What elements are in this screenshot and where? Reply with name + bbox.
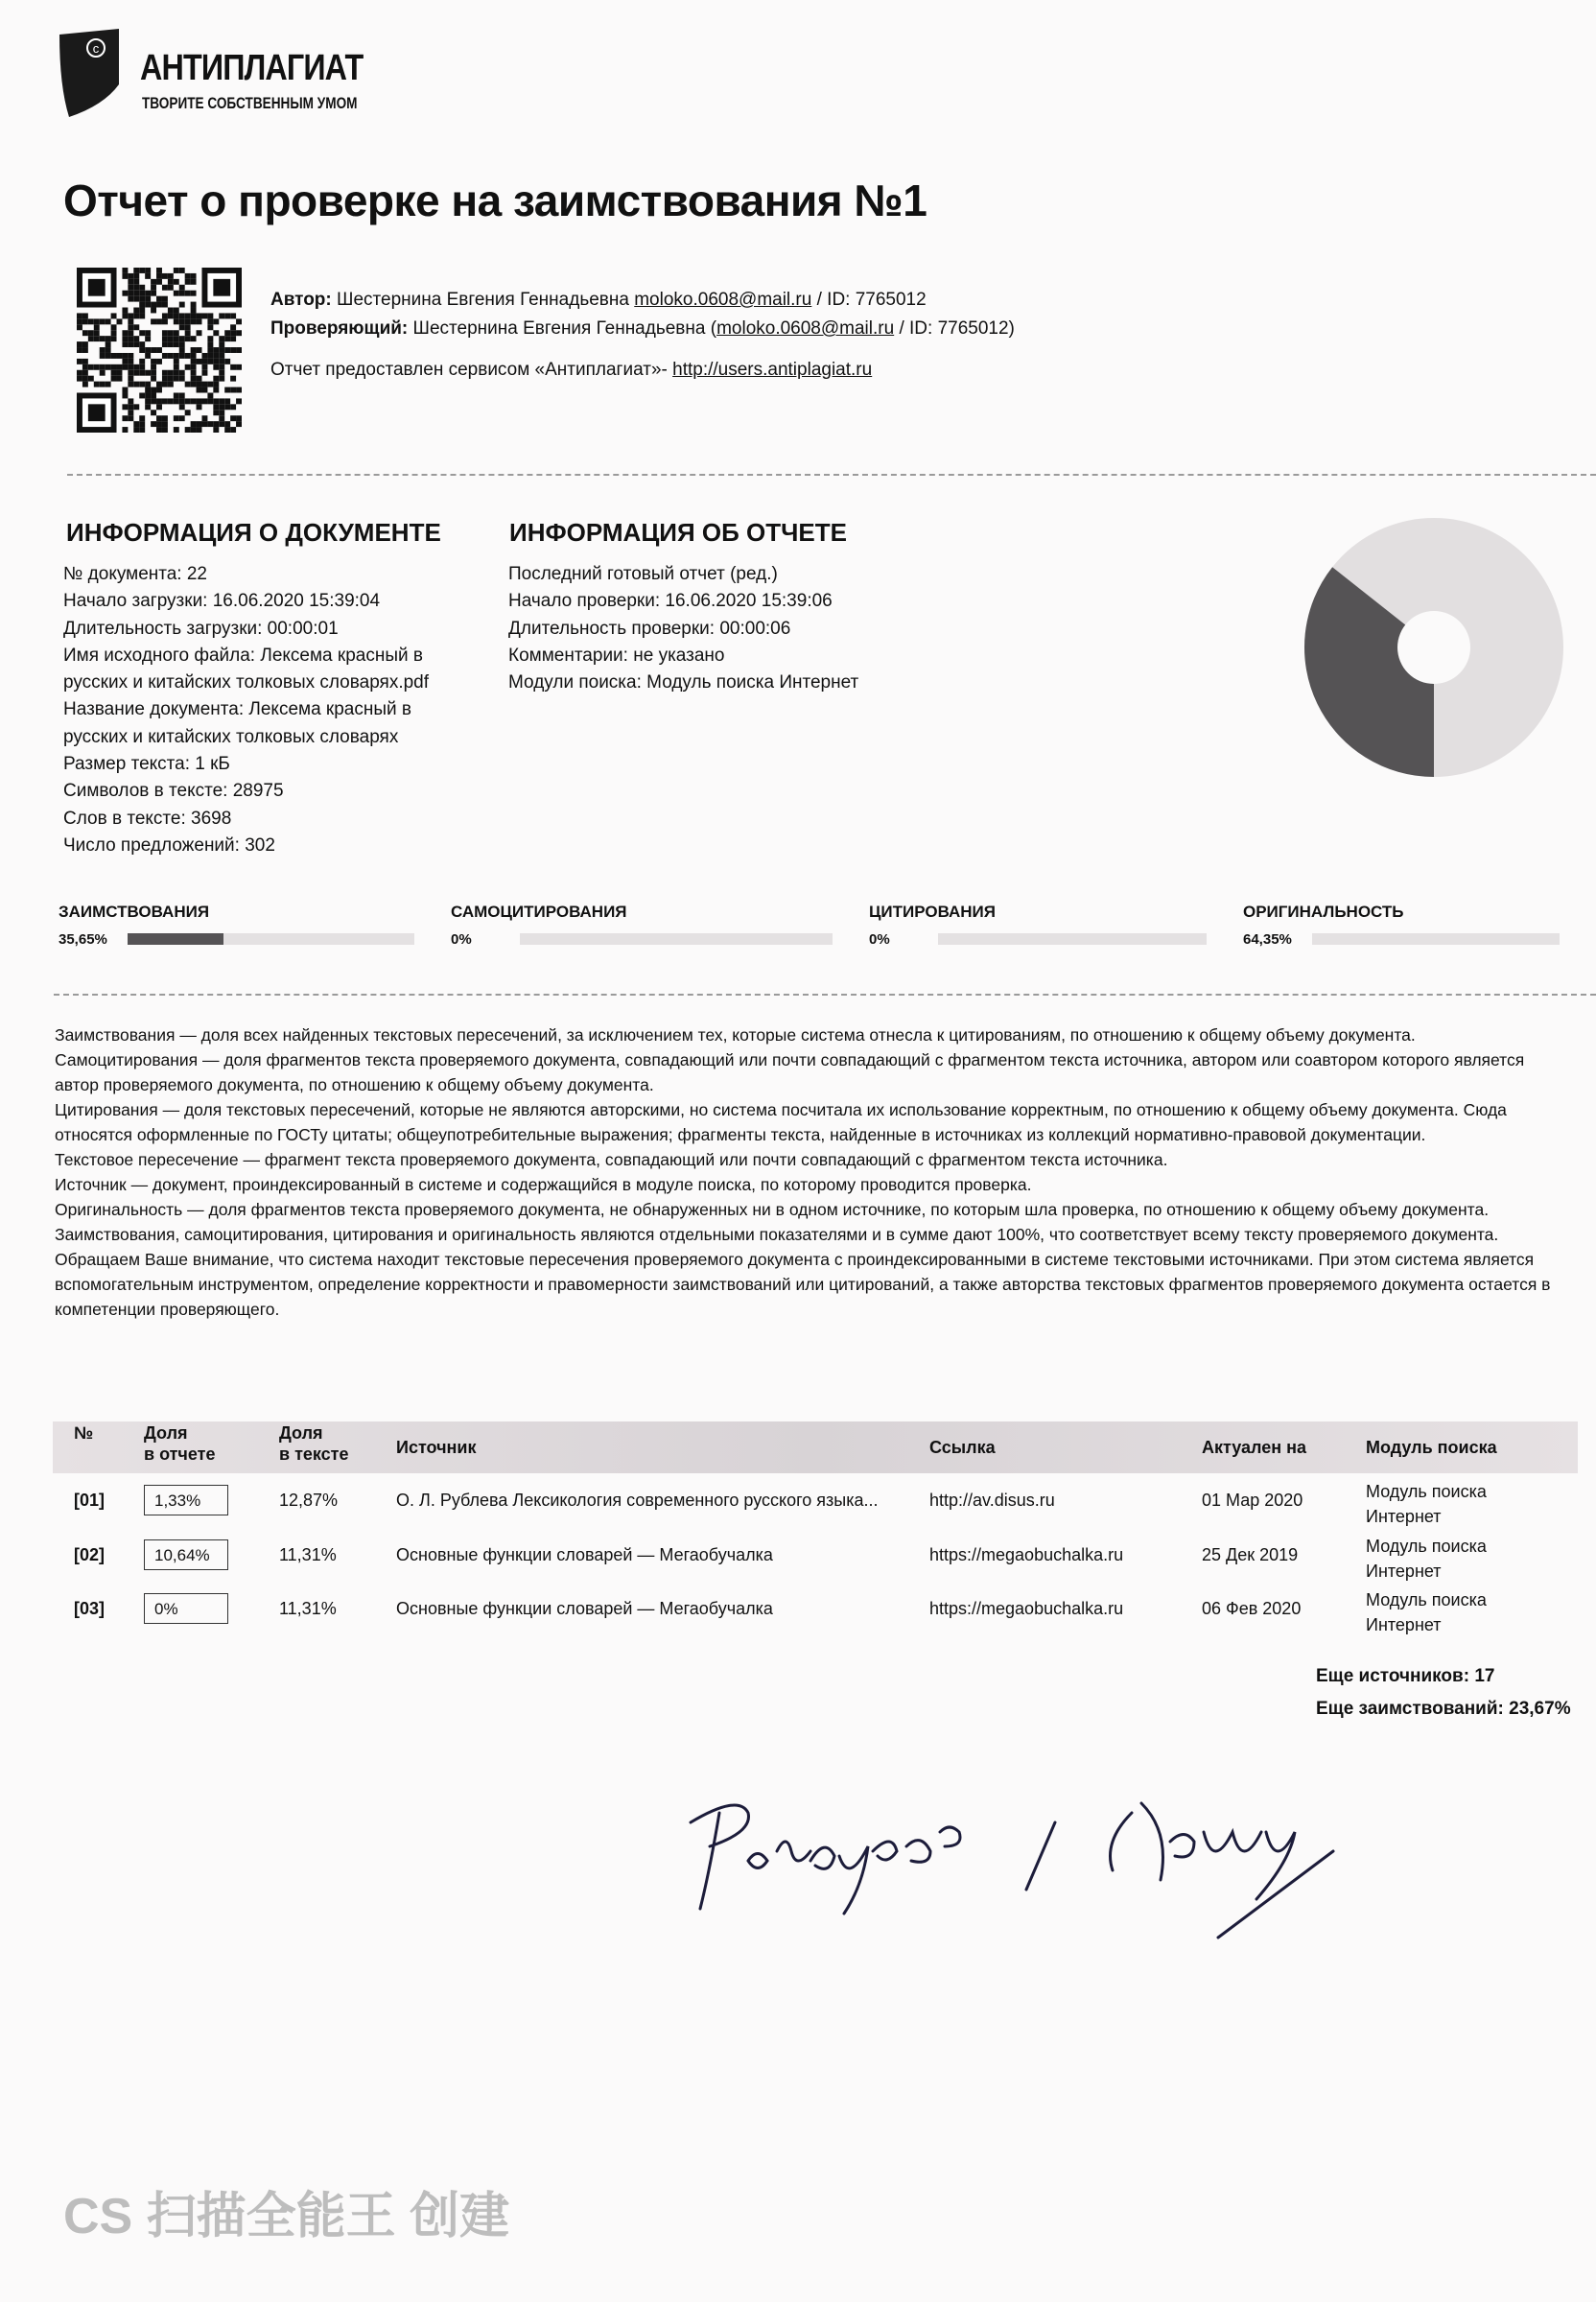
table-cell: Модуль поиска Интернет: [1366, 1590, 1487, 1634]
doc-info-line: русских и китайских толковых словарях.pdf: [63, 672, 430, 693]
stat-value-0: 35,65%: [59, 931, 107, 948]
report-info-line: Комментарии: не указано: [508, 645, 725, 666]
camscanner-watermark: CS 扫描全能王 创建: [63, 2189, 510, 2244]
stat-value-3: 64,35%: [1243, 931, 1292, 948]
divider: [67, 474, 1596, 476]
definition-paragraph: Самоцитирования — доля фрагментов текста проверяемого документа, совпадающий или почти совпадающий с фрагментом текста источника, автором или соавтором которого является автор проверяемого документа, по отношению к общему объему документа.: [55, 1050, 1525, 1094]
table-cell: 11,31%: [279, 1599, 337, 1618]
table-cell[interactable]: Основные функции словарей — Мегаобучалка: [396, 1545, 773, 1564]
pie-hole: [1397, 611, 1470, 684]
antiplagiat-logo-icon: [56, 29, 123, 117]
table-row: [0, 1590, 1596, 1643]
brand-slogan: ТВОРИТЕ СОБСТВЕННЫМ УМОМ: [142, 94, 358, 112]
definition-paragraph: Текстовое пересечение — фрагмент текста проверяемого документа, совпадающий или почти совпадающий с фрагментом текста источника.: [55, 1150, 1168, 1169]
author-email-link[interactable]: moloko.0608@mail.ru: [634, 290, 812, 310]
definition-paragraph: Оригинальность — доля фрагментов текста проверяемого документа, не обнаруженных ни в одном источнике, по которым шла проверка, по отношению к общему объему документа.: [55, 1200, 1490, 1219]
checker-line: Проверяющий: Шестернина Евгения Геннадьевна (moloko.0608@mail.ru / ID: 7765012): [270, 318, 1015, 339]
table-header-cell: Доля в тексте: [279, 1423, 349, 1464]
definition-paragraph: Заимствования — доля всех найденных текстовых пересечений, за исключением тех, которые система отнесла к цитированиям, по отношению к общему объему документа.: [55, 1025, 1416, 1045]
table-row: [0, 1482, 1596, 1535]
report-info-heading: ИНФОРМАЦИЯ ОБ ОТЧЕТЕ: [509, 518, 847, 547]
table-cell: [02]: [74, 1545, 106, 1564]
table-header-cell: Доля в отчете: [144, 1423, 216, 1464]
report-info-line: Модули поиска: Модуль поиска Интернет: [508, 672, 859, 693]
originality-pie-chart: [1300, 513, 1568, 782]
checker-email-link[interactable]: moloko.0608@mail.ru: [716, 318, 895, 339]
table-header-cell: Актуален на: [1202, 1438, 1307, 1457]
doc-info-line: Длительность загрузки: 00:00:01: [63, 618, 339, 639]
stat-label-3: ОРИГИНАЛЬНОСТЬ: [1243, 903, 1404, 921]
doc-info-line: Слов в тексте: 3698: [63, 808, 232, 829]
report-info-line: Длительность проверки: 00:00:06: [508, 618, 791, 639]
handwritten-signature: [681, 1755, 1352, 1966]
table-cell[interactable]: Основные функции словарей — Мегаобучалка: [396, 1599, 773, 1618]
source-link[interactable]: https://megaobuchalka.ru: [929, 1545, 1124, 1564]
table-cell: 11,31%: [279, 1545, 337, 1564]
brand-name: АНТИПЛАГИАТ: [140, 48, 364, 88]
doc-info-line: Начало загрузки: 16.06.2020 15:39:04: [63, 591, 381, 612]
definition-paragraph: Обращаем Ваше внимание, что система находит текстовые пересечения проверяемого документа с проиндексированными в системе текстовыми источниками. При этом система является вспомогательным инструментом, определение корректности и правомерности заимствований или цитирований, а также авторства текстовых фрагментов проверяемого документа остается в компетенции проверяющего.: [55, 1250, 1551, 1319]
table-cell: Модуль поиска Интернет: [1366, 1482, 1487, 1526]
doc-info-line: № документа: 22: [63, 564, 207, 584]
more-sources: Еще источников: 17: [1316, 1666, 1495, 1686]
author-line: [270, 290, 927, 311]
stat-label-0: ЗАИМСТВОВАНИЯ: [59, 903, 210, 921]
share-in-report-link[interactable]: 1,33%: [144, 1485, 228, 1515]
table-header-cell: №: [74, 1423, 94, 1443]
definition-paragraph: Источник — документ, проиндексированный в системе и содержащийся в модуле поиска, по которому проводится проверка.: [55, 1175, 1032, 1194]
doc-info-heading: ИНФОРМАЦИЯ О ДОКУМЕНТЕ: [66, 518, 441, 547]
table-cell: [03]: [74, 1599, 106, 1618]
table-cell: 06 Фев 2020: [1202, 1599, 1302, 1618]
checker-label: Проверяющий:: [270, 318, 409, 339]
doc-info-line: Число предложений: 302: [63, 834, 275, 856]
share-in-report-link[interactable]: 0%: [144, 1593, 228, 1624]
report-info-list: [508, 561, 858, 696]
source-link[interactable]: http://av.disus.ru: [929, 1491, 1055, 1510]
definitions: [55, 1022, 1570, 1322]
table-row: [0, 1539, 1596, 1589]
doc-info-line: русских и китайских толковых словарях: [63, 726, 399, 747]
service-line: [270, 360, 872, 381]
report-info-line: Последний готовый отчет (ред.): [508, 564, 778, 584]
service-link[interactable]: http://users.antiplagiat.ru: [672, 360, 873, 380]
stat-bar-fill: [128, 933, 223, 945]
doc-info-line: Название документа: Лексема красный в: [63, 699, 412, 720]
table-cell: Модуль поиска Интернет: [1366, 1537, 1487, 1581]
stat-bar-1: [520, 933, 833, 945]
table-cell[interactable]: О. Л. Рублева Лексикология современного русского языка...: [396, 1491, 879, 1510]
table-cell: 01 Мар 2020: [1202, 1491, 1303, 1510]
divider: [54, 994, 1596, 996]
table-header-cell: Модуль поиска: [1366, 1438, 1497, 1457]
stat-value-1: 0%: [451, 931, 472, 948]
more-borrowings: Еще заимствований: 23,67%: [1316, 1699, 1571, 1719]
qr-code: [77, 264, 242, 436]
svg-text:c: c: [92, 41, 100, 56]
share-in-report-link[interactable]: 10,64%: [144, 1539, 228, 1570]
doc-info-line: Размер текста: 1 кБ: [63, 754, 230, 775]
stat-label-1: САМОЦИТИРОВАНИЯ: [451, 903, 627, 921]
author-id: / ID: 7765012: [816, 290, 927, 310]
report-info-line: Начало проверки: 16.06.2020 15:39:06: [508, 591, 833, 612]
doc-info-line: Имя исходного файла: Лексема красный в: [63, 645, 423, 666]
stat-bar-3: [1312, 933, 1560, 945]
table-cell: [01]: [74, 1491, 106, 1510]
table-cell: 25 Дек 2019: [1202, 1545, 1299, 1564]
definition-paragraph: Заимствования, самоцитирования, цитирования и оригинальность являются отдельными показателями и в сумме дают 100%, что соответствует всему тексту проверяемого документа.: [55, 1225, 1499, 1244]
stat-bar-2: [938, 933, 1207, 945]
checker-id: / ID: 7765012): [899, 318, 1015, 339]
doc-info-line: Символов в тексте: 28975: [63, 781, 284, 802]
table-header-cell: Ссылка: [929, 1438, 996, 1457]
table-header-cell: Источник: [396, 1438, 477, 1457]
stat-value-2: 0%: [869, 931, 890, 948]
stat-bar-0: [128, 933, 414, 945]
author-name: Шестернина Евгения Геннадьевна: [337, 290, 629, 310]
stat-label-2: ЦИТИРОВАНИЯ: [869, 903, 996, 921]
table-cell: 12,87%: [279, 1491, 339, 1510]
page-title: Отчет о проверке на заимствования №1: [63, 176, 927, 225]
definition-paragraph: Цитирования — доля текстовых пересечений, которые не являются авторскими, но система посчитала их использование корректным, по отношению к общему объему документа. Сюда относятся оформленные по ГОСТу цитаты; общеупотребительные выражения; фрагменты текста, найденные в источниках из коллекций нормативно-правовой документации.: [55, 1100, 1507, 1144]
source-link[interactable]: https://megaobuchalka.ru: [929, 1599, 1124, 1618]
author-label: Автор:: [270, 290, 332, 310]
doc-info-list: [63, 561, 429, 859]
checker-name: Шестернина Евгения Геннадьевна: [412, 318, 706, 339]
service-text: Отчет предоставлен сервисом «Антиплагиат»-: [270, 360, 668, 380]
